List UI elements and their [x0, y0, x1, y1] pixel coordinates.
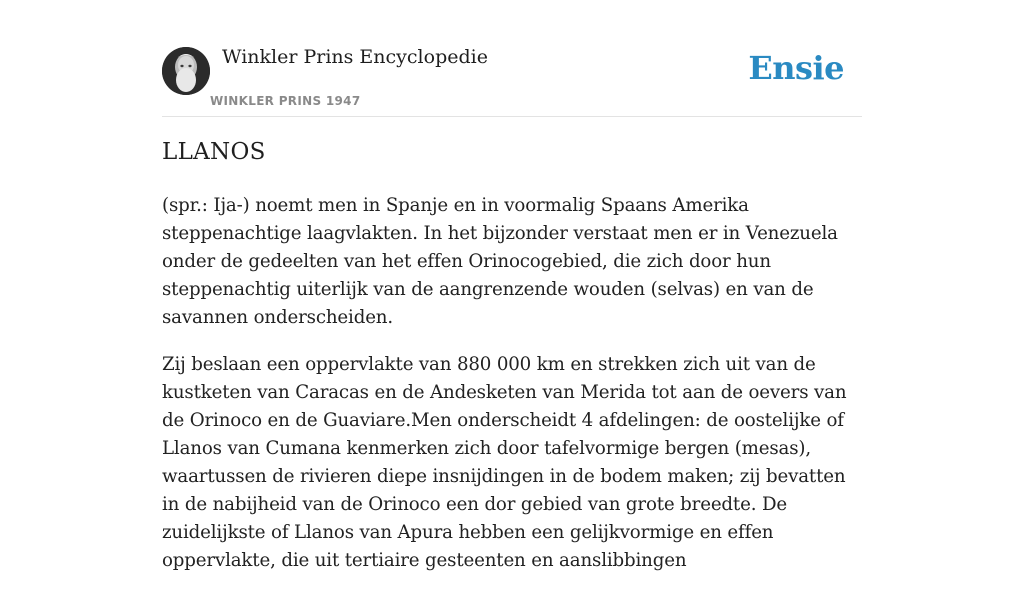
source-subtitle[interactable]: WINKLER PRINS 1947	[210, 94, 361, 108]
article-paragraph: Zij beslaan een oppervlakte van 880 000 km en strekken zich uit van de kustketen van Caracas en de Andesketen van Merida tot aan de oevers van de Orinoco en de Guaviare.Men onderscheidt 4 afdelingen: de oostelijke of Llanos van Cumana kenmerken zich door tafelvormige bergen (mesas), waartussen de rivieren diepe insnijdingen in de bodem maken; zij bevatten in de nabijheid van de Orinoco een dor gebied van grote breedte. De zuidelijkste of Llanos van Apura hebben een gelijkvormige en effen oppervlakte, die uit tertiaire gesteenten en aanslibbingen	[162, 354, 847, 571]
ensie-logo[interactable]: Ensie	[748, 49, 844, 87]
page-container	[162, 0, 862, 571]
portrait-avatar-icon[interactable]	[162, 47, 210, 95]
article-title: LLANOS	[162, 139, 266, 165]
site-header	[162, 0, 862, 117]
article-paragraph: (spr.: Ija-) noemt men in Spanje en in voormalig Spaans Amerika steppenachtige laagvlakten. In het bijzonder verstaat men er in Venezuela onder de gedeelten van het effen Orinocogebied, die zich door hun steppenachtig uiterlijk van de aangrenzende wouden (selvas) en van de savannen onderscheiden.	[162, 195, 838, 328]
site-title[interactable]: Winkler Prins Encyclopedie	[222, 46, 488, 68]
article-body	[162, 192, 862, 594]
